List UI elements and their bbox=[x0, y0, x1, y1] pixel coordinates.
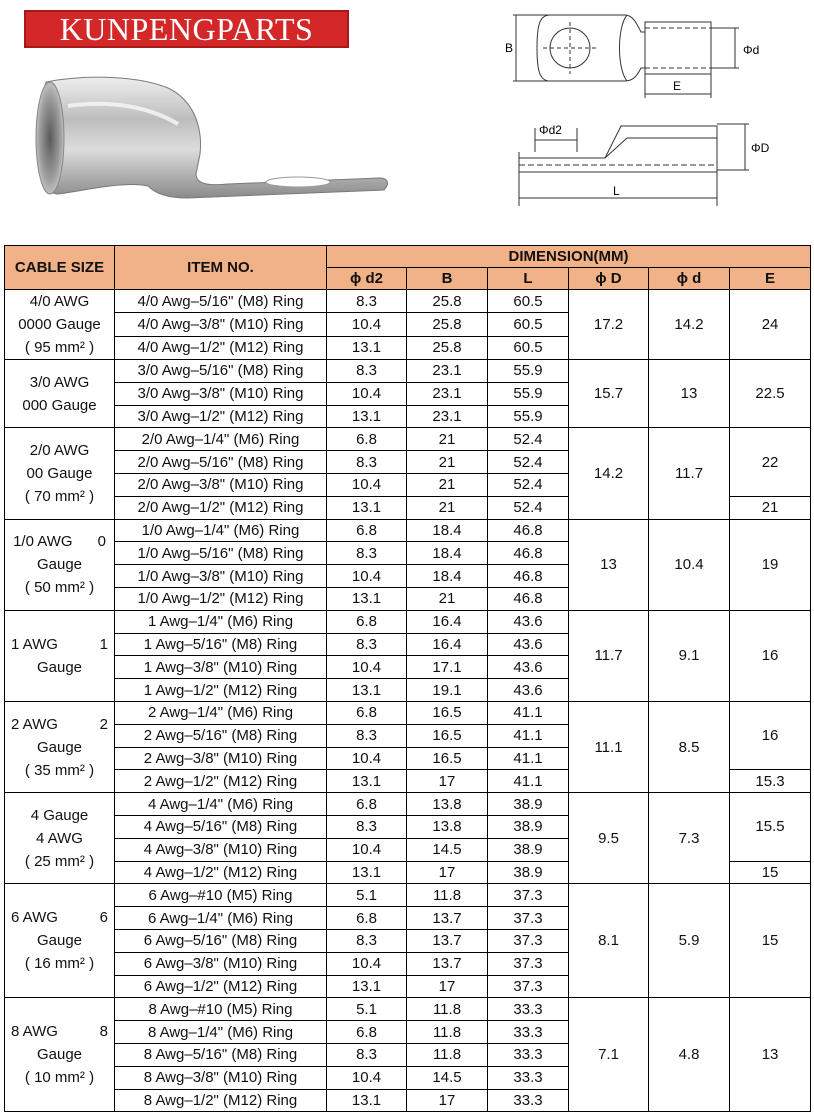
phi-d2-cell: 8.3 bbox=[327, 451, 407, 474]
cable-size-line: ( 35 mm² ) bbox=[24, 761, 95, 779]
phi-d2-cell: 10.4 bbox=[327, 838, 407, 861]
cable-size-cell bbox=[5, 793, 115, 884]
l-cell: 38.9 bbox=[488, 838, 569, 861]
phi-d2-cell: 6.8 bbox=[327, 610, 407, 633]
b-cell: 13.7 bbox=[407, 929, 488, 952]
l-cell: 33.3 bbox=[488, 1089, 569, 1112]
item-no-cell: 1/0 Awg–1/2" (M12) Ring bbox=[115, 587, 327, 610]
l-cell: 38.9 bbox=[488, 861, 569, 884]
item-no-cell: 2 Awg–5/16" (M8) Ring bbox=[115, 724, 327, 747]
l-cell: 37.3 bbox=[488, 907, 569, 930]
l-cell: 41.1 bbox=[488, 770, 569, 793]
item-no-cell: 1 Awg–5/16" (M8) Ring bbox=[115, 633, 327, 656]
phi-d2-cell: 13.1 bbox=[327, 679, 407, 702]
b-cell: 11.8 bbox=[407, 1021, 488, 1044]
e-cell: 15 bbox=[730, 861, 811, 884]
e-cell: 21 bbox=[730, 496, 811, 519]
cable-size-line: 8 AWG 8 bbox=[11, 1023, 108, 1041]
phi-d-cell: 4.8 bbox=[649, 998, 730, 1112]
spec-table bbox=[4, 245, 811, 1112]
cable-size-line: 000 Gauge bbox=[22, 396, 97, 414]
header-col-phi-d: ϕ d bbox=[649, 268, 730, 290]
item-no-cell: 4 Awg–5/16" (M8) Ring bbox=[115, 815, 327, 838]
cable-size-line: 1 AWG 1 bbox=[11, 635, 108, 653]
b-cell: 25.8 bbox=[407, 336, 488, 359]
brand-logo bbox=[24, 10, 349, 48]
phi-d2-cell: 13.1 bbox=[327, 770, 407, 793]
l-cell: 55.9 bbox=[488, 405, 569, 428]
phi-d2-cell: 10.4 bbox=[327, 1066, 407, 1089]
brand-name: KUNPENGPARTS bbox=[59, 10, 314, 47]
cable-size-cell bbox=[5, 610, 115, 701]
header-item-no: ITEM NO. bbox=[115, 246, 327, 290]
phi-D-cell: 15.7 bbox=[569, 360, 649, 428]
cable-size-line: ( 16 mm² ) bbox=[24, 955, 95, 973]
l-cell: 60.5 bbox=[488, 290, 569, 313]
cable-size-line: ( 10 mm² ) bbox=[24, 1069, 95, 1087]
header-col-phi-d2: ϕ d2 bbox=[327, 268, 407, 290]
item-no-cell: 4 Awg–1/4" (M6) Ring bbox=[115, 793, 327, 816]
phi-D-cell: 8.1 bbox=[569, 884, 649, 998]
phi-D-cell: 14.2 bbox=[569, 428, 649, 519]
phi-d2-cell: 8.3 bbox=[327, 542, 407, 565]
e-cell: 16 bbox=[730, 701, 811, 769]
cable-size-line: 00 Gauge bbox=[26, 464, 93, 482]
item-no-cell: 6 Awg–3/8" (M10) Ring bbox=[115, 952, 327, 975]
cable-size-line: 4/0 AWG bbox=[29, 293, 90, 310]
cable-size-line: 4 AWG bbox=[36, 829, 83, 847]
item-no-cell: 8 Awg–#10 (M5) Ring bbox=[115, 998, 327, 1021]
phi-d-cell: 11.7 bbox=[649, 428, 730, 519]
header-col-B: B bbox=[407, 268, 488, 290]
item-no-cell: 2/0 Awg–1/2" (M12) Ring bbox=[115, 496, 327, 519]
l-cell: 55.9 bbox=[488, 382, 569, 405]
l-cell: 46.8 bbox=[488, 519, 569, 542]
l-cell: 33.3 bbox=[488, 1021, 569, 1044]
b-cell: 25.8 bbox=[407, 313, 488, 336]
spec-table-body bbox=[5, 290, 811, 1112]
phi-D-cell: 11.7 bbox=[569, 610, 649, 701]
item-no-cell: 6 Awg–#10 (M5) Ring bbox=[115, 884, 327, 907]
cable-size-cell bbox=[5, 519, 115, 610]
item-no-cell: 4/0 Awg–5/16" (M8) Ring bbox=[115, 290, 327, 313]
item-no-cell: 2 Awg–1/2" (M12) Ring bbox=[115, 770, 327, 793]
item-no-cell: 2/0 Awg–3/8" (M10) Ring bbox=[115, 473, 327, 496]
item-no-cell: 1 Awg–1/4" (M6) Ring bbox=[115, 610, 327, 633]
e-cell: 19 bbox=[730, 519, 811, 610]
b-cell: 11.8 bbox=[407, 998, 488, 1021]
e-cell: 13 bbox=[730, 998, 811, 1112]
item-no-cell: 6 Awg–5/16" (M8) Ring bbox=[115, 929, 327, 952]
phi-d2-cell: 8.3 bbox=[327, 815, 407, 838]
l-cell: 41.1 bbox=[488, 701, 569, 724]
b-cell: 21 bbox=[407, 496, 488, 519]
item-no-cell: 3/0 Awg–5/16" (M8) Ring bbox=[115, 360, 327, 383]
phi-d2-cell: 10.4 bbox=[327, 473, 407, 496]
header-col-phi-D: ϕ D bbox=[569, 268, 649, 290]
item-no-cell: 2 Awg–3/8" (M10) Ring bbox=[115, 747, 327, 770]
cable-size-cell bbox=[5, 360, 115, 428]
phi-d2-cell: 8.3 bbox=[327, 724, 407, 747]
phi-d2-cell: 8.3 bbox=[327, 1043, 407, 1066]
b-cell: 21 bbox=[407, 428, 488, 451]
item-no-cell: 2/0 Awg–5/16" (M8) Ring bbox=[115, 451, 327, 474]
l-cell: 43.6 bbox=[488, 633, 569, 656]
phi-d2-cell: 6.8 bbox=[327, 1021, 407, 1044]
cable-size-cell bbox=[5, 884, 115, 998]
table-row bbox=[5, 793, 811, 816]
cable-size-line: Gauge bbox=[36, 1046, 83, 1064]
l-cell: 37.3 bbox=[488, 929, 569, 952]
b-cell: 18.4 bbox=[407, 519, 488, 542]
cable-size-cell bbox=[5, 998, 115, 1112]
terminal-dimension-diagram bbox=[495, 2, 795, 214]
e-cell: 24 bbox=[730, 290, 811, 360]
b-cell: 13.7 bbox=[407, 907, 488, 930]
label-phi-D: ΦD bbox=[751, 141, 770, 155]
b-cell: 13.7 bbox=[407, 952, 488, 975]
phi-d2-cell: 5.1 bbox=[327, 884, 407, 907]
cable-size-cell bbox=[5, 290, 115, 360]
b-cell: 17 bbox=[407, 975, 488, 998]
header-col-L: L bbox=[488, 268, 569, 290]
b-cell: 17.1 bbox=[407, 656, 488, 679]
phi-D-cell: 9.5 bbox=[569, 793, 649, 884]
b-cell: 23.1 bbox=[407, 405, 488, 428]
phi-d2-cell: 6.8 bbox=[327, 428, 407, 451]
item-no-cell: 1 Awg–3/8" (M10) Ring bbox=[115, 656, 327, 679]
item-no-cell: 8 Awg–3/8" (M10) Ring bbox=[115, 1066, 327, 1089]
cable-size-line: 1/0 AWG 0 bbox=[13, 533, 106, 551]
label-L: L bbox=[613, 184, 620, 198]
phi-d2-cell: 6.8 bbox=[327, 793, 407, 816]
phi-d2-cell: 13.1 bbox=[327, 336, 407, 359]
l-cell: 37.3 bbox=[488, 952, 569, 975]
b-cell: 23.1 bbox=[407, 382, 488, 405]
phi-d2-cell: 13.1 bbox=[327, 1089, 407, 1112]
table-row bbox=[5, 360, 811, 383]
phi-d2-cell: 13.1 bbox=[327, 861, 407, 884]
item-no-cell: 1/0 Awg–1/4" (M6) Ring bbox=[115, 519, 327, 542]
cable-size-line: Gauge bbox=[36, 738, 83, 756]
cable-size-line: Gauge bbox=[36, 556, 83, 574]
l-cell: 52.4 bbox=[488, 428, 569, 451]
table-row bbox=[5, 884, 811, 907]
phi-d2-cell: 8.3 bbox=[327, 929, 407, 952]
phi-d2-cell: 13.1 bbox=[327, 587, 407, 610]
phi-D-cell: 11.1 bbox=[569, 701, 649, 792]
table-row bbox=[5, 610, 811, 633]
l-cell: 60.5 bbox=[488, 313, 569, 336]
b-cell: 25.8 bbox=[407, 290, 488, 313]
cable-size-line: 0000 Gauge bbox=[18, 316, 101, 333]
phi-d2-cell: 10.4 bbox=[327, 952, 407, 975]
phi-d2-cell: 13.1 bbox=[327, 496, 407, 519]
phi-d2-cell: 10.4 bbox=[327, 747, 407, 770]
item-no-cell: 6 Awg–1/4" (M6) Ring bbox=[115, 907, 327, 930]
cable-size-line: Gauge bbox=[36, 932, 83, 950]
table-row bbox=[5, 290, 811, 313]
item-no-cell: 3/0 Awg–1/2" (M12) Ring bbox=[115, 405, 327, 428]
l-cell: 38.9 bbox=[488, 815, 569, 838]
b-cell: 18.4 bbox=[407, 542, 488, 565]
b-cell: 16.4 bbox=[407, 633, 488, 656]
phi-d2-cell: 10.4 bbox=[327, 313, 407, 336]
cable-size-line: 4 Gauge bbox=[30, 806, 89, 824]
item-no-cell: 2/0 Awg–1/4" (M6) Ring bbox=[115, 428, 327, 451]
item-no-cell: 1 Awg–1/2" (M12) Ring bbox=[115, 679, 327, 702]
phi-d2-cell: 8.3 bbox=[327, 290, 407, 313]
item-no-cell: 3/0 Awg–3/8" (M10) Ring bbox=[115, 382, 327, 405]
phi-d-cell: 9.1 bbox=[649, 610, 730, 701]
cable-size-line: 2/0 AWG bbox=[29, 441, 90, 459]
phi-D-cell: 7.1 bbox=[569, 998, 649, 1112]
item-no-cell: 6 Awg–1/2" (M12) Ring bbox=[115, 975, 327, 998]
b-cell: 11.8 bbox=[407, 884, 488, 907]
b-cell: 13.8 bbox=[407, 815, 488, 838]
e-cell: 15.3 bbox=[730, 770, 811, 793]
phi-d2-cell: 6.8 bbox=[327, 907, 407, 930]
l-cell: 55.9 bbox=[488, 360, 569, 383]
l-cell: 52.4 bbox=[488, 473, 569, 496]
label-B: B bbox=[505, 41, 514, 55]
phi-d-cell: 10.4 bbox=[649, 519, 730, 610]
l-cell: 52.4 bbox=[488, 496, 569, 519]
label-phi-d2: Φd2 bbox=[539, 123, 562, 137]
phi-d2-cell: 6.8 bbox=[327, 519, 407, 542]
phi-D-cell: 17.2 bbox=[569, 290, 649, 360]
cable-size-line: Gauge bbox=[36, 658, 83, 676]
l-cell: 33.3 bbox=[488, 1043, 569, 1066]
phi-d2-cell: 13.1 bbox=[327, 405, 407, 428]
label-E: E bbox=[673, 79, 682, 93]
b-cell: 19.1 bbox=[407, 679, 488, 702]
item-no-cell: 8 Awg–5/16" (M8) Ring bbox=[115, 1043, 327, 1066]
cable-size-line: ( 25 mm² ) bbox=[24, 852, 95, 870]
item-no-cell: 8 Awg–1/4" (M6) Ring bbox=[115, 1021, 327, 1044]
b-cell: 16.5 bbox=[407, 701, 488, 724]
e-cell: 22 bbox=[730, 428, 811, 496]
b-cell: 17 bbox=[407, 770, 488, 793]
b-cell: 16.4 bbox=[407, 610, 488, 633]
phi-d2-cell: 10.4 bbox=[327, 565, 407, 588]
e-cell: 22.5 bbox=[730, 360, 811, 428]
l-cell: 37.3 bbox=[488, 884, 569, 907]
cable-size-line: ( 50 mm² ) bbox=[24, 579, 95, 597]
table-row bbox=[5, 428, 811, 451]
l-cell: 41.1 bbox=[488, 724, 569, 747]
cable-size-line: 6 AWG 6 bbox=[11, 909, 108, 927]
cable-size-cell bbox=[5, 428, 115, 519]
phi-d2-cell: 6.8 bbox=[327, 701, 407, 724]
phi-d-cell: 14.2 bbox=[649, 290, 730, 360]
table-row bbox=[5, 519, 811, 542]
b-cell: 23.1 bbox=[407, 360, 488, 383]
e-cell: 15.5 bbox=[730, 793, 811, 861]
l-cell: 33.3 bbox=[488, 998, 569, 1021]
item-no-cell: 4/0 Awg–3/8" (M10) Ring bbox=[115, 313, 327, 336]
item-no-cell: 2 Awg–1/4" (M6) Ring bbox=[115, 701, 327, 724]
table-row bbox=[5, 701, 811, 724]
ring-terminal-photo bbox=[28, 66, 398, 216]
b-cell: 21 bbox=[407, 451, 488, 474]
l-cell: 38.9 bbox=[488, 793, 569, 816]
l-cell: 33.3 bbox=[488, 1066, 569, 1089]
b-cell: 17 bbox=[407, 861, 488, 884]
phi-d2-cell: 8.3 bbox=[327, 633, 407, 656]
l-cell: 43.6 bbox=[488, 656, 569, 679]
item-no-cell: 4 Awg–1/2" (M12) Ring bbox=[115, 861, 327, 884]
phi-d-cell: 7.3 bbox=[649, 793, 730, 884]
header-dimension: DIMENSION(MM) bbox=[327, 246, 811, 268]
cable-size-line: ( 95 mm² ) bbox=[24, 339, 95, 356]
item-no-cell: 1/0 Awg–5/16" (M8) Ring bbox=[115, 542, 327, 565]
header-cable-size: CABLE SIZE bbox=[5, 246, 115, 290]
cable-size-line: 3/0 AWG bbox=[29, 373, 90, 391]
b-cell: 14.5 bbox=[407, 838, 488, 861]
item-no-cell: 8 Awg–1/2" (M12) Ring bbox=[115, 1089, 327, 1112]
cable-size-line: 2 AWG 2 bbox=[11, 715, 108, 733]
item-no-cell: 1/0 Awg–3/8" (M10) Ring bbox=[115, 565, 327, 588]
e-cell: 16 bbox=[730, 610, 811, 701]
b-cell: 17 bbox=[407, 1089, 488, 1112]
l-cell: 46.8 bbox=[488, 542, 569, 565]
phi-d2-cell: 8.3 bbox=[327, 360, 407, 383]
l-cell: 46.8 bbox=[488, 587, 569, 610]
b-cell: 21 bbox=[407, 587, 488, 610]
cable-size-cell bbox=[5, 701, 115, 792]
item-no-cell: 4 Awg–3/8" (M10) Ring bbox=[115, 838, 327, 861]
phi-D-cell: 13 bbox=[569, 519, 649, 610]
item-no-cell: 4/0 Awg–1/2" (M12) Ring bbox=[115, 336, 327, 359]
l-cell: 41.1 bbox=[488, 747, 569, 770]
b-cell: 14.5 bbox=[407, 1066, 488, 1089]
l-cell: 46.8 bbox=[488, 565, 569, 588]
phi-d2-cell: 5.1 bbox=[327, 998, 407, 1021]
e-cell: 15 bbox=[730, 884, 811, 998]
b-cell: 18.4 bbox=[407, 565, 488, 588]
phi-d2-cell: 10.4 bbox=[327, 382, 407, 405]
b-cell: 13.8 bbox=[407, 793, 488, 816]
table-row bbox=[5, 998, 811, 1021]
b-cell: 21 bbox=[407, 473, 488, 496]
b-cell: 16.5 bbox=[407, 724, 488, 747]
l-cell: 52.4 bbox=[488, 451, 569, 474]
header-col-E: E bbox=[730, 268, 811, 290]
phi-d-cell: 8.5 bbox=[649, 701, 730, 792]
l-cell: 43.6 bbox=[488, 610, 569, 633]
l-cell: 60.5 bbox=[488, 336, 569, 359]
l-cell: 43.6 bbox=[488, 679, 569, 702]
cable-size-line: ( 70 mm² ) bbox=[24, 487, 95, 505]
phi-d2-cell: 13.1 bbox=[327, 975, 407, 998]
phi-d2-cell: 10.4 bbox=[327, 656, 407, 679]
phi-d-cell: 13 bbox=[649, 360, 730, 428]
b-cell: 11.8 bbox=[407, 1043, 488, 1066]
b-cell: 16.5 bbox=[407, 747, 488, 770]
phi-d-cell: 5.9 bbox=[649, 884, 730, 998]
label-phi-d: Φd bbox=[743, 43, 760, 57]
l-cell: 37.3 bbox=[488, 975, 569, 998]
